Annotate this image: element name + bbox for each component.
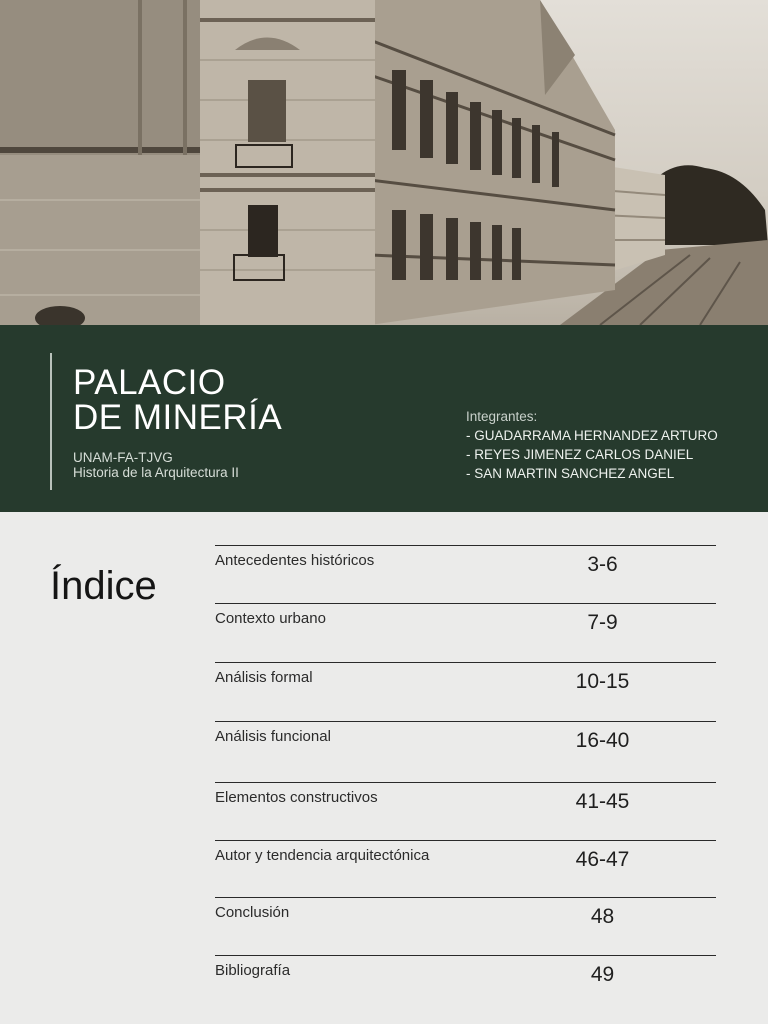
toc-section-name: Autor y tendencia arquitectónica (215, 847, 430, 864)
member-name: - SAN MARTIN SANCHEZ ANGEL (466, 466, 675, 481)
toc-page-range: 3-6 (587, 553, 618, 576)
toc-section-name: Elementos constructivos (215, 789, 378, 806)
course-info (73, 450, 239, 480)
vertical-divider (50, 353, 52, 490)
toc-row (215, 721, 716, 772)
palace-facade-illustration (0, 0, 768, 325)
cover-photo (0, 0, 768, 325)
title-line: DE MINERÍA (73, 398, 283, 437)
toc-page-range: 41-45 (575, 790, 630, 813)
toc-row (215, 840, 716, 891)
toc-section-name: Análisis formal (215, 669, 313, 686)
title-band (0, 325, 768, 512)
document-title (73, 365, 282, 435)
toc-page-range: 48 (590, 905, 615, 928)
course-name: Historia de la Arquitectura II (73, 465, 239, 480)
toc-row (215, 897, 716, 948)
toc-row (215, 545, 716, 596)
toc-section-name: Contexto urbano (215, 610, 326, 627)
toc-section-name: Bibliografía (215, 962, 291, 979)
member-name: - GUADARRAMA HERNANDEZ ARTURO (466, 428, 718, 443)
members-list (466, 407, 718, 483)
toc-row (215, 782, 716, 833)
toc-row (215, 955, 716, 1006)
toc-page-range: 49 (590, 963, 615, 986)
toc-section-name: Conclusión (215, 904, 290, 921)
member-name: - REYES JIMENEZ CARLOS DANIEL (466, 447, 694, 462)
toc-page-range: 46-47 (575, 848, 630, 871)
title-line: PALACIO (73, 363, 226, 402)
members-label: Integrantes: (466, 409, 538, 424)
index-heading: Índice (50, 564, 157, 608)
toc-page-range: 10-15 (575, 670, 630, 693)
toc-page-range: 16-40 (575, 729, 630, 752)
toc-row (215, 662, 716, 713)
toc-section-name: Análisis funcional (215, 728, 331, 745)
toc-row (215, 603, 716, 654)
toc-page-range: 7-9 (587, 611, 618, 634)
institution-code: UNAM-FA-TJVG (73, 450, 173, 465)
toc-section-name: Antecedentes históricos (215, 552, 375, 569)
